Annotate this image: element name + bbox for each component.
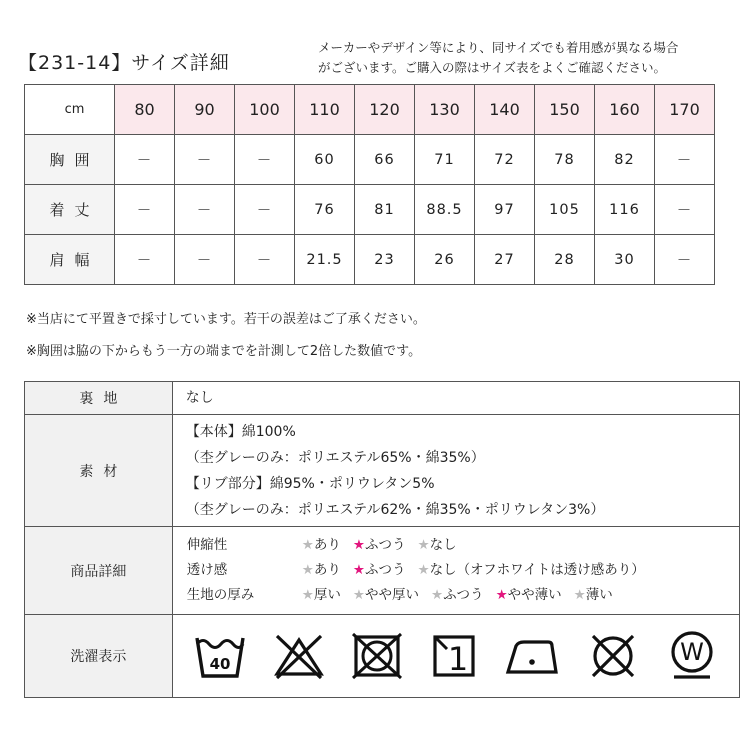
star-icon: ★ xyxy=(430,587,444,603)
size-row-shoulder xyxy=(25,235,715,285)
size-header-cell: 80 xyxy=(115,85,175,135)
size-cell: 82 xyxy=(595,135,655,185)
size-cell: － xyxy=(175,135,235,185)
size-cell: － xyxy=(235,135,295,185)
star-icon: ★ xyxy=(301,537,314,553)
lining-value: なし xyxy=(185,390,214,406)
material-line: （杢グレーのみ：ポリエステル62%・綿35%・ポリウレタン3%） xyxy=(185,501,605,518)
prop-name: 透け感 xyxy=(186,562,228,578)
size-cell: 81 xyxy=(355,185,415,235)
lining-label: 裏地 xyxy=(79,391,128,407)
size-header-cell: 130 xyxy=(415,85,475,135)
material-line: 【本体】綿100% xyxy=(185,423,296,440)
no-bleach-icon xyxy=(273,632,325,680)
size-cell: － xyxy=(655,135,715,185)
thickness-row xyxy=(173,583,739,608)
size-row-length xyxy=(25,185,715,235)
size-header-cell: 120 xyxy=(355,85,415,135)
wet-clean-icon xyxy=(666,630,718,682)
size-cell: 97 xyxy=(475,185,535,235)
star-icon: ★ xyxy=(301,587,314,603)
prop-option: ★ふつう xyxy=(352,562,406,578)
sheer-extra: （オフホワイトは透け感あり） xyxy=(456,562,645,578)
prop-name: 生地の厚み xyxy=(186,587,255,603)
product-detail-label: 商品詳細 xyxy=(25,527,173,615)
size-cell: － xyxy=(115,135,175,185)
size-cell: 72 xyxy=(475,135,535,185)
size-cell: 76 xyxy=(295,185,355,235)
line-dry-shade-icon xyxy=(430,632,478,680)
size-header-cell: 90 xyxy=(175,85,235,135)
star-icon: ★ xyxy=(352,562,365,578)
dry-number-text: 1 xyxy=(447,640,469,678)
wet-letter-text: W xyxy=(679,638,704,666)
prop-option: ★やや薄い xyxy=(495,587,562,603)
size-cell: 27 xyxy=(475,235,535,285)
detail-table xyxy=(24,381,740,698)
star-icon: ★ xyxy=(417,562,430,578)
star-icon: ★ xyxy=(352,537,365,553)
size-header-cell: 110 xyxy=(295,85,355,135)
prop-option: ★やや厚い xyxy=(352,587,419,603)
row-label: 着丈 xyxy=(25,185,115,235)
size-cell: 71 xyxy=(415,135,475,185)
row-label: 胸囲 xyxy=(25,135,115,185)
prop-option: ★薄い xyxy=(573,587,613,603)
prop-name: 伸縮性 xyxy=(186,537,228,553)
size-cell: 30 xyxy=(595,235,655,285)
prop-option: ★なし（オフホワイトは透け感あり） xyxy=(417,562,645,578)
sheer-row xyxy=(173,558,739,583)
size-cell: － xyxy=(655,235,715,285)
size-row-chest xyxy=(25,135,715,185)
size-header-cell: 100 xyxy=(235,85,295,135)
chest-note: ※胸囲は脇の下からもう一方の端までを計測して2倍した数値です。 xyxy=(26,344,422,359)
material-row xyxy=(25,415,740,527)
size-cell: 21.5 xyxy=(295,235,355,285)
size-cell: 66 xyxy=(355,135,415,185)
prop-option: ★なし xyxy=(417,537,457,553)
size-cell: － xyxy=(175,235,235,285)
page-title: 【231-14】サイズ詳細 xyxy=(18,52,230,74)
size-table xyxy=(24,84,715,285)
prop-option: ★あり xyxy=(301,537,341,553)
wash-temp-text: 40 xyxy=(209,655,231,673)
material-label: 素材 xyxy=(79,463,128,480)
size-header-cell: 170 xyxy=(655,85,715,135)
size-cell: － xyxy=(235,185,295,235)
star-icon: ★ xyxy=(352,587,365,603)
star-icon: ★ xyxy=(417,537,430,553)
lining-row xyxy=(25,382,740,415)
washtub-40-icon xyxy=(194,632,246,680)
prop-option: ★ふつう xyxy=(352,537,406,553)
size-cell: － xyxy=(655,185,715,235)
measure-note: ※当店にて平置きで採寸しています。若干の誤差はご了承ください。 xyxy=(26,312,426,327)
no-dry-clean-icon xyxy=(587,632,639,680)
care-symbols xyxy=(173,630,739,682)
size-cell: 23 xyxy=(355,235,415,285)
product-detail-row xyxy=(25,527,740,615)
size-header-row xyxy=(25,85,715,135)
size-cell: 78 xyxy=(535,135,595,185)
material-line: （杢グレーのみ：ポリエステル65%・綿35%） xyxy=(185,449,485,466)
size-cell: 26 xyxy=(415,235,475,285)
size-header-cell: 160 xyxy=(595,85,655,135)
size-cell: － xyxy=(115,235,175,285)
disclaimer-line: がございます。ご購入の際はサイズ表をよくご確認ください。 xyxy=(318,60,667,75)
row-label: 肩幅 xyxy=(25,235,115,285)
material-line: 【リブ部分】綿95%・ポリウレタン5% xyxy=(185,475,435,492)
prop-option: ★ふつう xyxy=(430,587,484,603)
size-cell: 105 xyxy=(535,185,595,235)
size-cell: 88.5 xyxy=(415,185,475,235)
unit-label: cm xyxy=(25,85,115,135)
size-cell: － xyxy=(235,235,295,285)
care-label: 洗濯表示 xyxy=(25,615,173,698)
star-icon: ★ xyxy=(495,587,508,603)
size-cell: － xyxy=(115,185,175,235)
size-cell: 28 xyxy=(535,235,595,285)
care-row xyxy=(25,615,740,698)
no-tumble-dry-icon xyxy=(351,632,403,680)
prop-option: ★厚い xyxy=(301,587,341,603)
size-header-cell: 140 xyxy=(475,85,535,135)
sizing-disclaimer xyxy=(318,38,678,78)
stretch-row xyxy=(173,533,739,558)
star-icon: ★ xyxy=(301,562,314,578)
prop-option: ★あり xyxy=(301,562,341,578)
size-cell: 60 xyxy=(295,135,355,185)
size-cell: － xyxy=(175,185,235,235)
size-cell: 116 xyxy=(595,185,655,235)
star-icon: ★ xyxy=(573,587,586,603)
iron-low-icon xyxy=(504,632,560,680)
disclaimer-line: メーカーやデザイン等により、同サイズでも着用感が異なる場合 xyxy=(318,40,679,55)
size-header-cell: 150 xyxy=(535,85,595,135)
